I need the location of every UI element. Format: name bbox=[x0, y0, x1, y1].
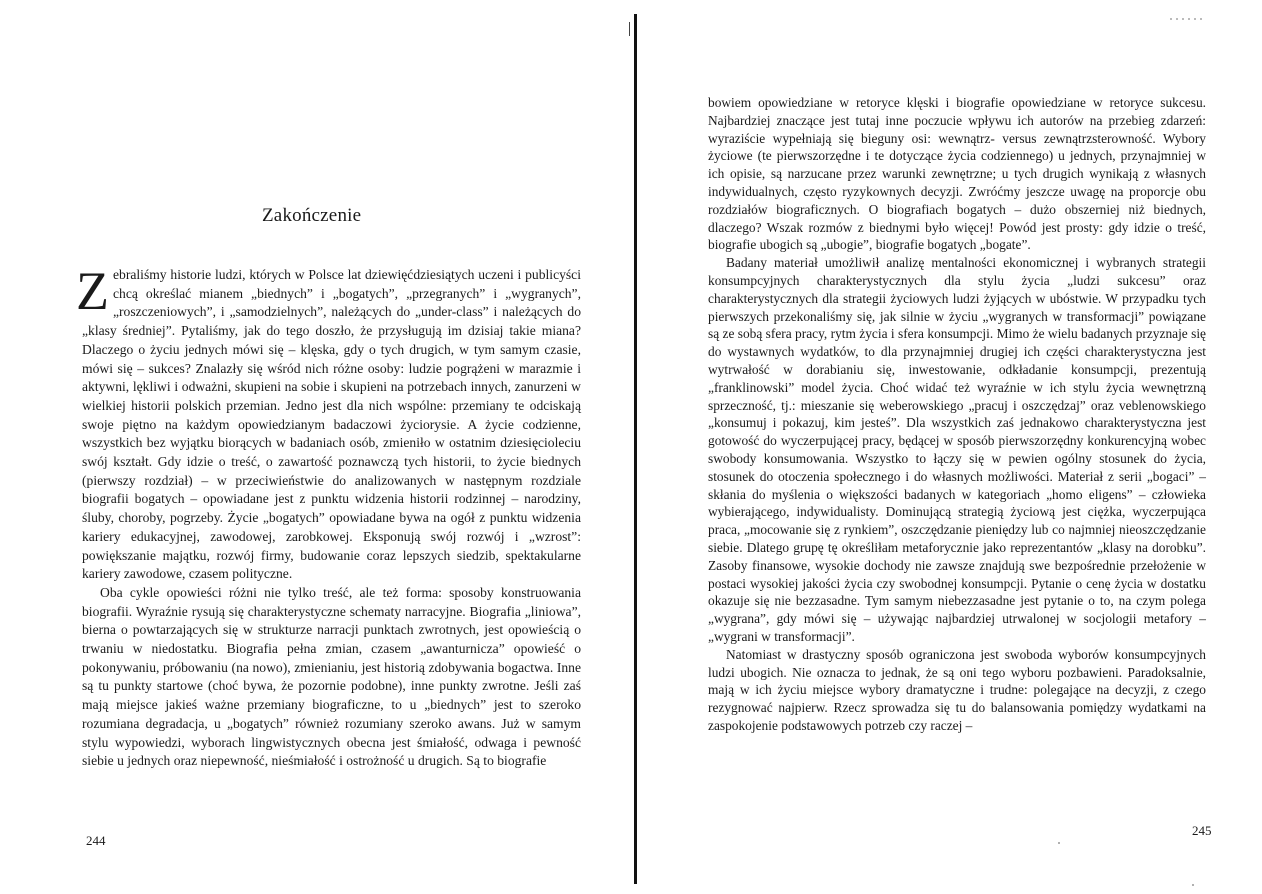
page-number-right: 245 bbox=[1192, 823, 1212, 838]
scan-speck bbox=[1192, 884, 1194, 886]
paragraph: Natomiast w drastyczny sposób ograniczona jest swoboda wyborów konsumpcyjnych ludzi ubogich. Nie oznacza to jednak, że są oni tego wyboru pozbawieni. Paradoksalnie, mają w ich życiu miejsce wybory dramatyczne i trudne: polegające na decyzji, z czego rezygnować najpierw. Rzecz sprowadza się tu do balansowania pomiędzy wydatkami na zaspokojenie podstawowych potrzeb czy raczej – bbox=[708, 646, 1206, 733]
paragraph bbox=[76, 261, 581, 584]
left-page-body bbox=[76, 261, 581, 771]
paragraph: Badany materiał umożliwił analizę mentalności ekonomicznej i wybranych strategii konsumpcyjnych charakterystycznych dla stylu życia „ludzi sukcesu” oraz charakterystycznych dla strategii życiowych ludzi żyjących w ubóstwie. W przypadku tych pierwszych przekonaliśmy się, jak silnie w życiu „wygranych w transformacji” powiązane są ze sobą sfera pracy, rytm życia i sfera konsumpcji. Mimo że wielu badanych przyznaje się do wystawnych wydatków, to dla przynajmniej drugiej ich części charakterystyczna jest wytrwałość w dorabianiu się, inwestowanie, odkładanie konsumpcji, prezentują „franklinowski” model życia. Choć widać też wyraźnie w ich stylu życia wewnętrzną sprzeczność, tj.: mieszanie się weberowskiego „pracuj i oszczędzaj” oraz veblenowskiego „konsumuj i pokazuj, kim jesteś”. Dla wszystkich zaś jednakowo charakterystyczna jest gotowość do wyczerpującej pracy, będącej w sposób pierwszorzędny konkurencyjną wobec swobody konsumowania. Wszystko to łączy się w pewien ogólny stosunek do życia, stosunek do otoczenia społecznego i do własnych możliwości. Materiał z serii „bogaci” – skłania do myślenia o większości badanych w kategoriach „homo eligens” – człowieka wybierającego, indywidualisty. Dominującą strategią życiową jest ciężka, wyczerpująca praca, „mocowanie się z rynkiem”, oszczędzanie pieniędzy lub co najmniej nieoszczędzanie siebie. Dlatego grupę tę określiłam metaforycznie jako reprezentantów „klasy na dorobku”. Zasoby finansowe, wysokie dochody nie zawsze znajdują swe bezpośrednie przełożenie w postaci wysokiej jakości życia czy swobodnej konsumpcji. Pytanie o cenę życia w dostatku okazuje się nie bezzasadne. Tym samym niebezzasadne jest pytanie o to, na czym polega „wygrana”, gdy mówi się – używając najbardziej utrwalonej w socjologii metafory – „wygrani w transformacji”. bbox=[708, 255, 1206, 644]
gutter-tick bbox=[629, 22, 630, 36]
left-page bbox=[76, 0, 581, 894]
chapter-title: Zakończenie bbox=[262, 205, 362, 226]
paragraph-text: ebraliśmy historie ludzi, których w Polsce lat dziewięćdziesiątych uczeni i publicyści chcą określać mianem „biednych” i „bogatych”, „przegranych” i „wygranych”, „roszczeniowych”, i „samodzielnych”, należących do „under-class” i należących do „klasy średniej”. Pytaliśmy, jak do tego doszło, że przysługują im dzisiaj takie miana? Dlaczego o życiu jednych mówi się – klęska, gdy o tych drugich, w tym samym czasie, mówi się – sukces? Znalazły się wśród nich różne osoby: ludzie pogrążeni w marazmie i aktywni, lękliwi i odważni, skupieni na sobie i skupieni na potrzebach innych, zanurzeni w wielkiej historii polskich przemian. Jedno jest dla nich wspólne: przemiany te odciskają swoje piętno na każdym opowiedzianym badaczowi życiorysie. A życie codzienne, wszystkich bez wyjątku biorących w badaniach osób, zmieniło w ostatnim dziesięcioleciu swój kształt. Gdy idzie o treść, o zawartość poznawczą tych historii, to życie biednych (pierwszy rozdział) – w przeciwieństwie do analizowanych w następnym rozdziale biografii bogatych – opowiadane jest z punktu widzenia historii rodzinnej – narodziny, śluby, choroby, pogrzeby. Życie „bogatych” opowiadane bywa na ogół z punktu widzenia kariery edukacyjnej, zawodowej, zarobkowej. Eksponują swój rozwój i „wzrost”: powiększanie majątku, rozwój firmy, budowanie coraz lepszych siedzib, spektakularne kariery zawodowe, czasem polityczne. bbox=[82, 267, 581, 582]
page-number-left: 244 bbox=[86, 833, 106, 848]
book-gutter bbox=[634, 14, 637, 884]
scan-speck bbox=[1058, 842, 1060, 844]
drop-cap: Z bbox=[76, 261, 109, 321]
right-page-body bbox=[708, 94, 1206, 735]
paragraph: bowiem opowiedziane w retoryce klęski i biografie opowiedziane w retoryce sukcesu. Najbardziej znaczące jest tutaj inne poczucie wpływu ich autorów na przebieg zdarzeń: wyraziście wypełniają się bieguny osi: wewnątrz- versus zewnątrzsterowność. Wybory życiowe (te pierwszorzędne i te dotyczące życia codziennego) u jednych, przynajmniej w ich opisie, są narzucane przez warunki zewnętrzne; u tych drugich wynikają z własnych indywidualnych, często ryzykownych decyzji. Zwróćmy jeszcze uwagę na proporcje obu rozdziałów biograficznych. O biografiach bogatych – dużo obszerniej niż biednych, dlaczego? Wszak rozmów z biednymi było więcej! Powód jest prosty: gdy idzie o treść, biografie ubogich są „ubogie”, biografie bogatych „bogate”. bbox=[708, 95, 1206, 253]
right-page bbox=[708, 0, 1212, 894]
paragraph: Oba cykle opowieści różni nie tylko treść, ale też forma: sposoby konstruowania biografii. Wyraźnie rysują się charakterystyczne schematy narracyjne. Biografia „liniowa”, bierna o powtarzających się w strukturze narracji punktach zwrotnych, jest opowieścią o trwaniu w niedostatku. Biografia pełna zmian, czasem „awanturnicza” opowieść o pokonywaniu, próbowaniu (na nowo), zmienianiu, jest historią zdobywania bogactwa. Inne są tu punkty startowe (choć bywa, że pozornie podobne), inne punkty zwrotne. Jeśli zaś mają miejsce jakieś ważne przemiany biograficzne, to u „biednych” jest to szeroko rozumiana degradacja, u „bogatych” również rozumiany szeroko awans. Już w samym stylu wypowiedzi, wyborach lingwistycznych obecna jest śmiałość, odwaga i pewność siebie u jednych oraz niepewność, nieśmiałość i ostrożność u drugich. Są to biografie bbox=[82, 584, 581, 769]
scan-smudge bbox=[1170, 18, 1206, 20]
